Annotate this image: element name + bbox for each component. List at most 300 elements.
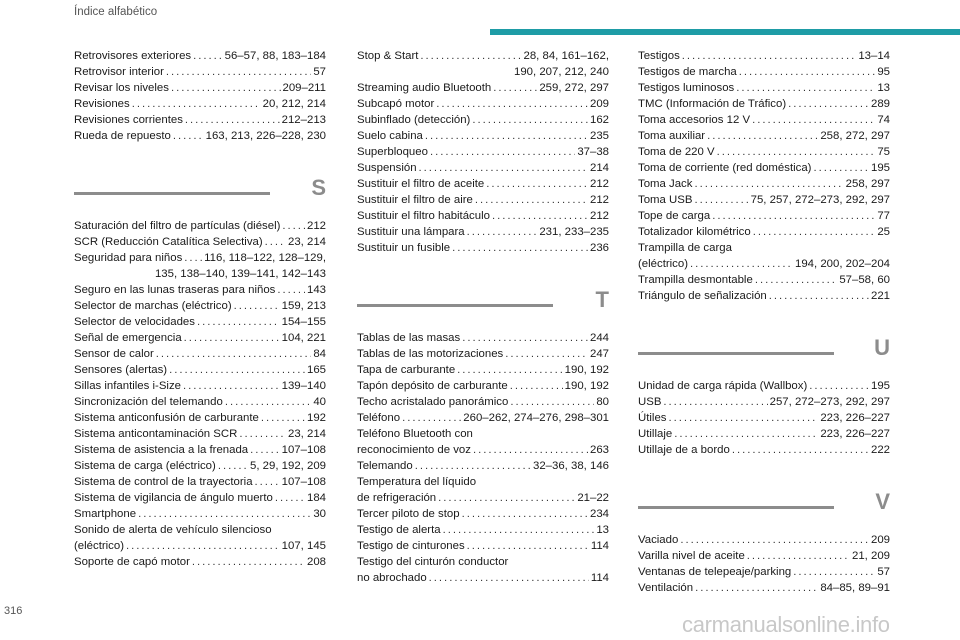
entry-pages: 195	[870, 380, 890, 392]
entry-line	[638, 426, 890, 442]
entry-pages: 57	[313, 66, 326, 78]
dot-leader	[462, 330, 588, 346]
entry-line	[357, 410, 609, 426]
entry-term: Testigo de alerta	[357, 524, 441, 536]
entry-term: Tablas de las motorizaciones	[357, 348, 504, 360]
dot-leader	[680, 532, 869, 548]
dot-leader	[184, 250, 202, 266]
entry-pages: 37–38	[577, 146, 609, 158]
entry-pages: 84–85, 89–91	[820, 582, 890, 594]
entry-line	[357, 442, 609, 458]
dot-leader	[809, 378, 869, 394]
entry-line	[357, 128, 609, 144]
watermark: carmanualsonline.info	[682, 612, 890, 637]
dot-leader	[126, 538, 280, 554]
entry-term: Totalizador kilométrico	[638, 226, 751, 238]
dot-leader	[430, 144, 575, 160]
index-entry	[638, 144, 890, 160]
entry-term: Testigos luminosos	[638, 82, 735, 94]
entry-line	[638, 176, 890, 192]
dot-leader	[452, 240, 588, 256]
dot-leader	[457, 362, 563, 378]
dot-leader	[173, 128, 204, 144]
entry-term: Selector de marchas (eléctrico)	[74, 300, 232, 312]
entry-pages: 212–213	[281, 114, 326, 126]
entry-line	[638, 272, 890, 288]
entry-line	[74, 250, 326, 266]
entry-term: Seguro en las lunas traseras para niños	[74, 284, 276, 296]
entry-pages: 77	[877, 210, 890, 222]
entry-pages: 223, 226–227	[820, 428, 890, 440]
entry-line	[357, 362, 609, 378]
dot-leader	[695, 580, 818, 596]
index-entry	[638, 426, 890, 442]
entry-line	[74, 538, 326, 554]
entry-pages: 25	[877, 226, 890, 238]
index-entry	[638, 240, 890, 272]
entry-term: Tapa de carburante	[357, 364, 456, 376]
entry-line	[357, 80, 609, 96]
entry-line	[74, 330, 326, 346]
entry-line	[74, 282, 326, 298]
dot-leader	[166, 64, 311, 80]
index-entry	[638, 112, 890, 128]
entry-term: Ventilación	[638, 582, 694, 594]
entry-term-line: Testigo del cinturón conductor	[357, 556, 509, 568]
entry-pages: 21–22	[577, 492, 609, 504]
entry-term: USB	[638, 396, 662, 408]
entry-pages: 221	[870, 290, 890, 302]
entry-pages: 208	[306, 556, 326, 568]
entry-pages: 190, 192	[564, 380, 609, 392]
entry-term: Testigo de cinturones	[357, 540, 465, 552]
entry-line	[74, 314, 326, 330]
entry-line	[638, 208, 890, 224]
entry-pages-continued: 135, 138–140, 139–141, 142–143	[154, 268, 326, 280]
dot-leader	[282, 218, 305, 234]
entry-line	[357, 378, 609, 394]
entry-term: Utillaje de a bordo	[638, 444, 730, 456]
index-entry	[74, 554, 326, 570]
dot-leader	[712, 208, 875, 224]
entry-line	[638, 442, 890, 458]
entry-term: SCR (Reducción Catalítica Selectiva)	[74, 236, 263, 248]
entry-line	[638, 378, 890, 394]
entry-pages: 222	[870, 444, 890, 456]
entry-line	[74, 490, 326, 506]
entry-pages: 13–14	[858, 50, 890, 62]
entry-pages: 184	[306, 492, 326, 504]
dot-leader	[492, 208, 588, 224]
dot-leader	[753, 224, 876, 240]
entry-line	[357, 394, 609, 410]
dot-leader	[171, 80, 281, 96]
entry-line	[357, 144, 609, 160]
dot-leader	[156, 346, 312, 362]
entry-pages: 209–211	[282, 82, 326, 94]
index-entry	[357, 522, 609, 538]
index-entry	[638, 160, 890, 176]
dot-leader	[277, 282, 305, 298]
entry-pages: 195	[870, 162, 890, 174]
entry-pages: 231, 233–235	[539, 226, 609, 238]
index-entry	[638, 564, 890, 580]
entry-term: Retrovisor interior	[74, 66, 164, 78]
dot-leader	[250, 442, 280, 458]
entry-line	[357, 240, 609, 256]
entry-term: Revisar los niveles	[74, 82, 169, 94]
entry-line	[74, 346, 326, 362]
dot-leader	[402, 410, 461, 426]
entry-term: Subinflado (detección)	[357, 114, 471, 126]
entry-pages: 21, 209	[851, 550, 890, 562]
entry-pages: 13	[596, 524, 609, 536]
entry-line	[74, 48, 326, 64]
entry-line	[357, 208, 609, 224]
entry-term: Teléfono	[357, 412, 401, 424]
entry-line	[357, 224, 609, 240]
entry-line	[638, 192, 890, 208]
section-header	[74, 170, 326, 214]
entry-pages: 192	[306, 412, 326, 424]
entry-pages: 74	[877, 114, 890, 126]
dot-leader	[218, 458, 248, 474]
entry-term: Toma accesorios 12 V	[638, 114, 751, 126]
index-entry	[357, 394, 609, 410]
entry-pages: 260–262, 274–276, 298–301	[463, 412, 609, 424]
dot-leader	[183, 378, 280, 394]
entry-pages: 28, 84, 161–162,	[523, 50, 609, 62]
dot-leader	[788, 96, 869, 112]
entry-line	[638, 394, 890, 410]
entry-pages: 114	[590, 540, 609, 552]
entry-line	[357, 458, 609, 474]
index-entry	[357, 144, 609, 160]
index-entry	[74, 282, 326, 298]
entry-line	[357, 570, 609, 586]
entry-term: reconocimiento de voz	[357, 444, 471, 456]
index-entry	[74, 128, 326, 144]
section-divider	[638, 506, 834, 509]
dot-leader	[510, 394, 594, 410]
dot-leader	[261, 410, 305, 426]
index-entry	[638, 394, 890, 410]
index-entry	[357, 538, 609, 554]
index-entry	[357, 176, 609, 192]
index-entry	[638, 96, 890, 112]
dot-leader	[752, 112, 875, 128]
dot-leader	[493, 80, 537, 96]
entry-pages: 143	[306, 284, 326, 296]
entry-term: Toma auxiliar	[638, 130, 706, 142]
index-entry	[357, 80, 609, 96]
entry-pages: 223, 226–227	[820, 412, 890, 424]
index-entry	[74, 426, 326, 442]
index-entry	[357, 128, 609, 144]
entry-pages: 263	[589, 444, 609, 456]
index-entry	[638, 442, 890, 458]
entry-line	[638, 564, 890, 580]
index-entry	[357, 160, 609, 176]
index-entry	[74, 80, 326, 96]
entry-term: Sistema anticonfusión de carburante	[74, 412, 259, 424]
index-entry	[74, 506, 326, 522]
entry-line	[74, 410, 326, 426]
index-entry	[74, 442, 326, 458]
dot-leader	[169, 362, 305, 378]
index-column-1	[74, 48, 326, 570]
entry-line	[74, 298, 326, 314]
entry-term: Sistema de asistencia a la frenada	[74, 444, 249, 456]
entry-line	[357, 330, 609, 346]
entry-term: Saturación del filtro de partículas (diésel)	[74, 220, 281, 232]
index-entry	[638, 532, 890, 548]
dot-leader	[486, 176, 588, 192]
entry-line	[74, 554, 326, 570]
section-divider	[357, 304, 553, 307]
dot-leader	[192, 554, 305, 570]
entry-line	[638, 48, 890, 64]
index-entry	[638, 64, 890, 80]
index-entry	[638, 580, 890, 596]
entry-line	[357, 48, 609, 64]
index-entry	[357, 474, 609, 506]
index-entry	[357, 554, 609, 586]
dot-leader	[438, 490, 575, 506]
entry-pages: 23, 214	[287, 428, 326, 440]
entry-pages: 57–58, 60	[839, 274, 890, 286]
dot-leader	[255, 474, 280, 490]
entry-term: Stop & Start	[357, 50, 419, 62]
dot-leader	[755, 272, 838, 288]
entry-term: Sensores (alertas)	[74, 364, 168, 376]
entry-pages: 212	[306, 220, 326, 232]
entry-line	[638, 96, 890, 112]
dot-leader	[663, 394, 767, 410]
entry-term: Sistema anticontaminación SCR	[74, 428, 238, 440]
dot-leader	[732, 442, 869, 458]
dot-leader	[429, 570, 589, 586]
entry-pages: 107–108	[281, 444, 326, 456]
entry-pages: 234	[589, 508, 609, 520]
entry-line	[638, 144, 890, 160]
dot-leader	[415, 458, 531, 474]
entry-pages: 30	[313, 508, 326, 520]
entry-pages: 5, 29, 192, 209	[249, 460, 326, 472]
entry-term: Toma de corriente (red doméstica)	[638, 162, 812, 174]
dot-leader	[475, 192, 588, 208]
dot-leader	[239, 426, 286, 442]
entry-term: Testigos	[638, 50, 680, 62]
index-entry	[357, 346, 609, 362]
entry-term: Revisiones corrientes	[74, 114, 183, 126]
index-entry	[357, 426, 609, 458]
entry-line	[74, 96, 326, 112]
section-header	[638, 484, 890, 528]
dot-leader	[510, 378, 563, 394]
entry-pages: 107–108	[281, 476, 326, 488]
entry-term: Tercer piloto de stop	[357, 508, 460, 520]
section-letter: S	[311, 175, 326, 200]
entry-line	[638, 80, 890, 96]
section-letter: U	[874, 335, 890, 360]
index-entry	[74, 410, 326, 426]
entry-pages: 95	[877, 66, 890, 78]
dot-leader	[505, 346, 588, 362]
entry-term: Revisiones	[74, 98, 130, 110]
entry-line	[74, 378, 326, 394]
index-entry	[357, 506, 609, 522]
entry-term: Smartphone	[74, 508, 137, 520]
entry-line	[74, 218, 326, 234]
entry-pages: 107, 145	[281, 540, 326, 552]
entry-term: Testigos de marcha	[638, 66, 737, 78]
entry-term: Superbloqueo	[357, 146, 428, 158]
index-entry	[638, 176, 890, 192]
index-entry	[638, 410, 890, 426]
index-entry	[638, 208, 890, 224]
entry-term: Sustituir el filtro habitáculo	[357, 210, 490, 222]
dot-leader	[717, 144, 876, 160]
entry-pages-continued: 190, 207, 212, 240	[513, 66, 609, 78]
dot-leader	[420, 48, 521, 64]
page-number: 316	[4, 605, 23, 617]
entry-term: Streaming audio Bluetooth	[357, 82, 492, 94]
entry-line	[638, 532, 890, 548]
entry-term: Toma USB	[638, 194, 693, 206]
entry-line	[638, 112, 890, 128]
index-entry	[638, 288, 890, 304]
dot-leader	[739, 64, 876, 80]
dot-leader	[193, 48, 223, 64]
entry-term: no abrochado	[357, 572, 427, 584]
section-letter: V	[875, 489, 890, 514]
index-entry	[74, 250, 326, 282]
entry-term: Tope de carga	[638, 210, 711, 222]
entry-pages: 116, 118–122, 128–129,	[204, 252, 326, 264]
entry-line	[638, 224, 890, 240]
entry-term-line: Teléfono Bluetooth con	[357, 428, 473, 440]
dot-leader	[694, 192, 748, 208]
index-entry	[638, 224, 890, 240]
entry-term: Sillas infantiles i-Size	[74, 380, 181, 392]
entry-pages: 194, 200, 202–204	[794, 258, 890, 270]
dot-leader	[275, 490, 305, 506]
entry-pages: 20, 212, 214	[262, 98, 326, 110]
entry-term: Sistema de carga (eléctrico)	[74, 460, 216, 472]
entry-term: Telemando	[357, 460, 413, 472]
header-accent-bar	[490, 29, 960, 35]
entry-term: Tablas de las masas	[357, 332, 461, 344]
entry-line	[74, 442, 326, 458]
index-entry	[74, 522, 326, 554]
index-entry	[357, 330, 609, 346]
entry-line	[357, 160, 609, 176]
dot-leader	[813, 160, 869, 176]
entry-pages: 40	[313, 396, 326, 408]
entry-term: Retrovisores exteriores	[74, 50, 192, 62]
entry-pages: 258, 297	[845, 178, 890, 190]
entry-pages: 13	[877, 82, 890, 94]
entry-line	[74, 458, 326, 474]
entry-term: Vaciado	[638, 534, 679, 546]
index-entry	[638, 48, 890, 64]
entry-term: Trampilla desmontable	[638, 274, 753, 286]
entry-pages: 32–36, 38, 146	[532, 460, 609, 472]
entry-line	[357, 522, 609, 538]
index-entry	[638, 192, 890, 208]
index-entry	[74, 346, 326, 362]
running-header-title: Índice alfabético	[74, 6, 158, 18]
dot-leader	[425, 128, 588, 144]
index-entry	[74, 96, 326, 112]
entry-pages: 163, 213, 226–228, 230	[205, 130, 326, 142]
index-entry	[74, 330, 326, 346]
entry-pages: 214	[589, 162, 609, 174]
entry-term: Sensor de calor	[74, 348, 154, 360]
entry-line	[74, 426, 326, 442]
entry-line	[74, 474, 326, 490]
index-entry	[357, 208, 609, 224]
entry-term-line: Sonido de alerta de vehículo silencioso	[74, 524, 272, 536]
dot-leader	[462, 506, 588, 522]
index-entry	[74, 314, 326, 330]
entry-pages: 244	[589, 332, 609, 344]
entry-term: Subcapó motor	[357, 98, 435, 110]
entry-term: Útiles	[638, 412, 667, 424]
entry-pages: 212	[589, 194, 609, 206]
entry-term: Señal de emergencia	[74, 332, 182, 344]
entry-line	[638, 288, 890, 304]
entry-term: Triángulo de señalización	[638, 290, 767, 302]
entry-pages: 84	[313, 348, 326, 360]
entry-pages: 154–155	[281, 316, 326, 328]
entry-pages: 80	[596, 396, 609, 408]
index-entry	[74, 362, 326, 378]
section-letter: T	[595, 287, 609, 312]
dot-leader	[436, 96, 588, 112]
entry-pages: 56–57, 88, 183–184	[224, 50, 326, 62]
entry-term: Sistema de control de la trayectoria	[74, 476, 253, 488]
index-entry	[357, 410, 609, 426]
index-entry	[357, 362, 609, 378]
section-header	[638, 330, 890, 374]
entry-line	[638, 410, 890, 426]
dot-leader	[769, 288, 869, 304]
entry-term: Sustituir un fusible	[357, 242, 451, 254]
entry-line	[638, 64, 890, 80]
entry-term: Soporte de capó motor	[74, 556, 190, 568]
entry-pages: 209	[589, 98, 609, 110]
entry-line	[357, 112, 609, 128]
entry-term: TMC (Información de Tráfico)	[638, 98, 787, 110]
entry-line	[74, 112, 326, 128]
dot-leader	[674, 426, 818, 442]
entry-term: Rueda de repuesto	[74, 130, 171, 142]
entry-pages: 114	[590, 572, 609, 584]
entry-term: Suspensión	[357, 162, 417, 174]
index-entry	[638, 272, 890, 288]
entry-line	[638, 160, 890, 176]
entry-term: Toma Jack	[638, 178, 693, 190]
entry-pages: 258, 272, 297	[820, 130, 890, 142]
dot-leader	[132, 96, 261, 112]
entry-line	[357, 96, 609, 112]
entry-pages: 247	[589, 348, 609, 360]
dot-leader	[472, 112, 588, 128]
entry-pages: 162	[589, 114, 609, 126]
entry-pages: 235	[589, 130, 609, 142]
